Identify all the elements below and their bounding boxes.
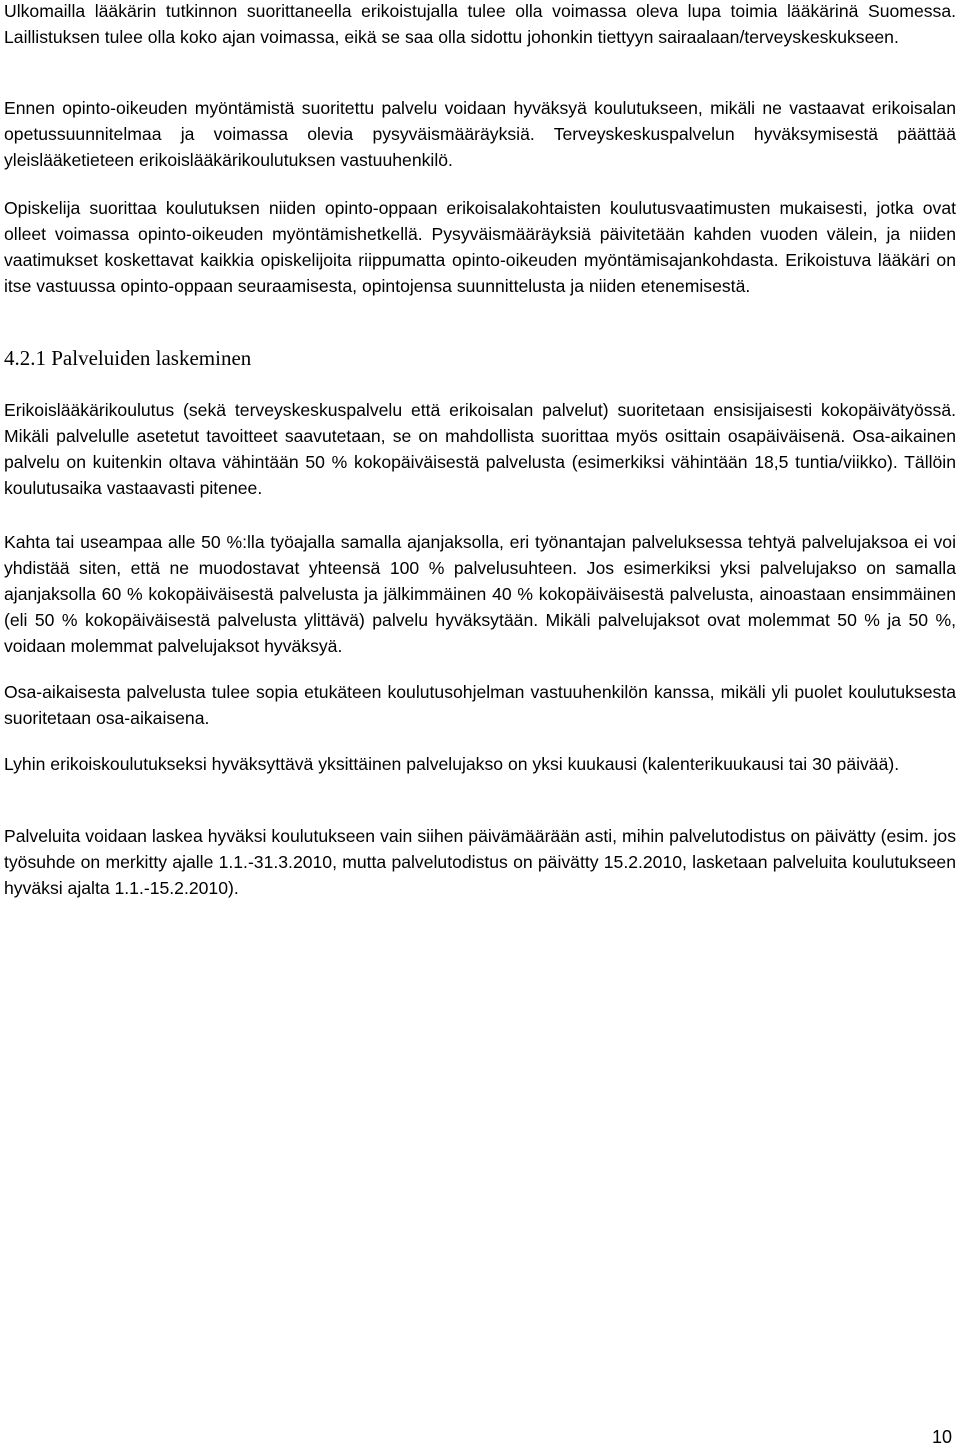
paragraph-prior-service: Ennen opinto-oikeuden myöntämistä suoritettu palvelu voidaan hyväksyä koulutukseen, mikäli ne vastaavat erikoisalan opetussuunnitelmaa ja voimassa olevia pysyväismääräyksiä. Terveyskeskuspalvelun hyväksymisestä päättää yleislääketieteen erikoislääkärikoulutuksen vastuuhenkilö.	[4, 98, 956, 170]
paragraph-part-time-agreement: Osa-aikaisesta palvelusta tulee sopia etukäteen koulutusohjelman vastuuhenkilön kanssa, mikäli yli puolet koulutuksesta suoritetaan osa-aikaisena.	[4, 682, 956, 728]
paragraph-shortest-period: Lyhin erikoiskoulutukseksi hyväksyttävä yksittäinen palvelujakso on yksi kuukausi (kalenterikuukausi tai 30 päivää).	[4, 754, 900, 774]
paragraph-study-guide: Opiskelija suorittaa koulutuksen niiden opinto-oppaan erikoisalakohtaisten koulutusvaatimusten mukaisesti, jotka ovat olleet voimassa opinto-oikeuden myöntämishetkellä. Pysyväismääräyksiä päivitetään kahden vuoden välein, ja niiden vaatimukset koskettavat kaikkia opiskelijoita riippumatta opinto-oikeuden myöntämisajankohdasta. Erikoistuva lääkäri on itse vastuussa opinto-oppaan seuraamisesta, opintojensa suunnittelusta ja niiden etenemisestä.	[4, 198, 956, 296]
section-heading: 4.2.1 Palveluiden laskeminen	[4, 346, 252, 370]
page-number: 10	[931, 1427, 952, 1447]
paragraph-certificate-date: Palveluita voidaan laskea hyväksi koulutukseen vain siihen päivämäärään asti, mihin palvelutodistus on päivätty (esim. jos työsuhde on merkitty ajalle 1.1.-31.3.2010, mutta palvelutodistus on päivätty 15.2.2010, lasketaan palveluita koulutukseen hyväksi ajalta 1.1.-15.2.2010).	[4, 826, 956, 898]
paragraph-full-time: Erikoislääkärikoulutus (sekä terveyskeskuspalvelu että erikoisalan palvelut) suoritetaan ensisijaisesti kokopäivätyössä. Mikäli palvelulle asetetut tavoitteet saavutetaan, se on mahdollista suorittaa myös osittain osapäiväisenä. Osa-aikainen palvelu on kuitenkin oltava vähintään 50 % kokopäiväisestä palvelusta (esimerkiksi vähintään 18,5 tuntia/viikko). Tällöin koulutusaika vastaavasti pitenee.	[4, 400, 956, 498]
paragraph-combining-periods: Kahta tai useampaa alle 50 %:lla työajalla samalla ajanjaksolla, eri työnantajan palveluksessa tehtyä palvelujaksoa ei voi yhdistää siten, että ne muodostavat yhteensä 100 % palvelusuhteen. Jos esimerkiksi yksi palvelujakso on samalla ajanjaksolla 60 % kokopäiväisestä palvelusta ja jälkimmäinen 40 % kokopäiväisestä palvelusta, ainoastaan ensimmäinen (eli 50 % kokopäiväisestä palvelusta ylittävä) palvelu hyväksytään. Mikäli palvelujaksot ovat molemmat 50 % ja 50 %, voidaan molemmat palvelujaksot hyväksyä.	[4, 532, 956, 656]
paragraph-foreign-license: Ulkomailla lääkärin tutkinnon suorittaneella erikoistujalla tulee olla voimassa oleva lupa toimia lääkärinä Suomessa. Laillistuksen tulee olla koko ajan voimassa, eikä se saa olla sidottu johonkin tiettyyn sairaalaan/terveyskeskukseen.	[4, 1, 956, 47]
